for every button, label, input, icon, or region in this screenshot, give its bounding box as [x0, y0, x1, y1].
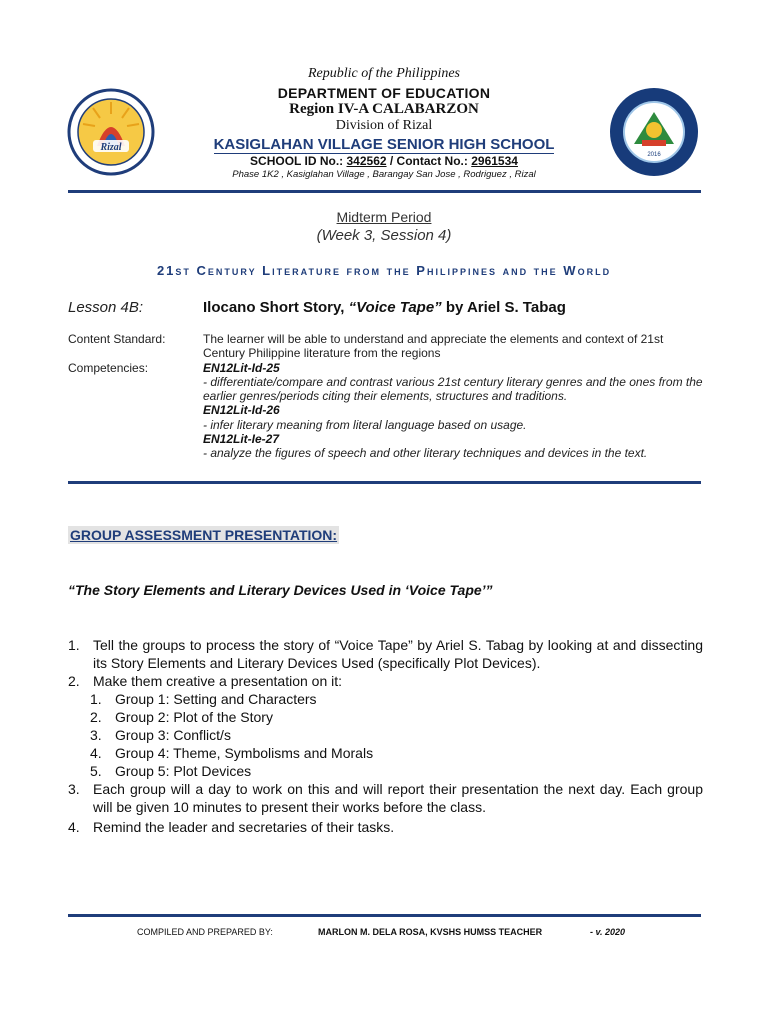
group-item: 5. Group 5: Plot Devices	[90, 763, 252, 779]
competency-code: EN12Lit-Ie-27	[203, 432, 280, 446]
content-standard-label: Content Standard:	[68, 332, 166, 346]
footer-author: MARLON M. DELA ROSA, KVSHS HUMSS TEACHER	[318, 927, 543, 937]
lesson-title: Ilocano Short Story, “Voice Tape” by Ariel S. Tabag	[203, 299, 566, 316]
period-title: Midterm Period	[336, 209, 432, 225]
school-id-label: SCHOOL ID No.:	[250, 154, 344, 168]
group-item: 1. Group 1: Setting and Characters	[90, 691, 317, 707]
republic-line: Republic of the Philippines	[307, 66, 461, 81]
list-item: 3. Each group will a day to work on this and will report their presentation the next day. Each group will be given 10 minutes to present their works before the class.	[68, 781, 703, 815]
subject-title: 21st Century Literature from the Philippines and the World	[156, 263, 612, 278]
deped-line: DEPARTMENT OF EDUCATION	[277, 85, 491, 101]
school-address: Phase 1K2 , Kasiglahan Village , Barangay San Jose , Rodriguez , Rizal	[232, 169, 536, 180]
list-item: 2. Make them creative a presentation on it:	[68, 673, 343, 689]
school-id-value: 342562	[346, 154, 387, 168]
logo-year: 2016	[647, 152, 661, 158]
content-standard-text: The learner will be able to understand and appreciate the elements and context of 21st Century Philippine literature from the regions	[203, 332, 664, 360]
lesson-label: Lesson 4B:	[68, 299, 144, 316]
assessment-heading: GROUP ASSESSMENT PRESENTATION:	[70, 527, 338, 543]
contact-value: 2961534	[471, 154, 518, 168]
section-divider	[68, 481, 701, 484]
competency-code: EN12Lit-Id-25	[203, 361, 280, 375]
region-line: Region IV-A CALABARZON	[289, 101, 479, 117]
footer-divider	[68, 914, 701, 917]
contact-label: / Contact No.:	[389, 154, 468, 168]
group-item: 2. Group 2: Plot of the Story	[90, 709, 273, 725]
group-item: 4. Group 4: Theme, Symbolisms and Morals	[90, 745, 374, 761]
logo-lettering: Rizal	[100, 142, 122, 153]
group-item: 3. Group 3: Conflict/s	[90, 727, 231, 743]
division-line: Division of Rizal	[335, 118, 433, 133]
footer-version: - v. 2020	[590, 927, 626, 937]
competency-code: EN12Lit-Id-26	[203, 403, 280, 417]
list-item: 1. Tell the groups to process the story of “Voice Tape” by Ariel S. Tabag by looking at and dissecting its Story Elements and Literary Devices Used (specifically Plot Devices).	[68, 637, 703, 671]
assessment-story-title: “The Story Elements and Literary Devices Used in ‘Voice Tape’”	[68, 582, 493, 598]
period-week: (Week 3, Session 4)	[316, 227, 452, 244]
competency-text: - differentiate/compare and contrast various 21st century literary genres and the ones from the earlier genres/periods citing their elements, structures and traditions.	[203, 375, 703, 403]
list-item: 4. Remind the leader and secretaries of their tasks.	[68, 819, 395, 835]
header-divider	[68, 190, 701, 193]
competencies-label: Competencies:	[68, 361, 149, 375]
footer-compiled-label: COMPILED AND PREPARED BY:	[137, 927, 273, 937]
competency-text: - infer literary meaning from literal language based on usage.	[203, 418, 527, 432]
competency-text: - analyze the figures of speech and other literary techniques and devices in the text.	[203, 446, 648, 460]
school-name: KASIGLAHAN VILLAGE SENIOR HIGH SCHOOL	[213, 136, 555, 153]
school-id-line	[0, 154, 768, 168]
